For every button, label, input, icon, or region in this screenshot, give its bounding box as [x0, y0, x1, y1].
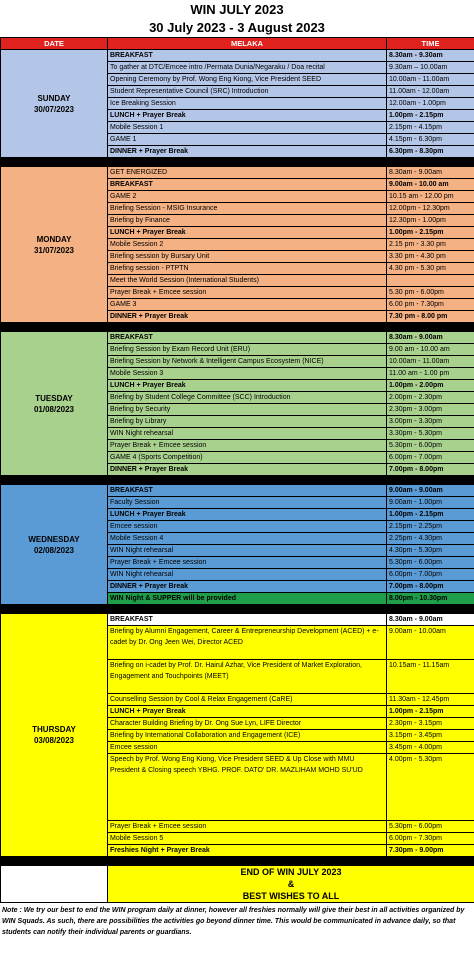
- event-cell: Emcee session: [108, 521, 387, 533]
- event-cell: GAME 3: [108, 299, 387, 311]
- time-cell: 9.30am – 10.00am: [387, 62, 474, 74]
- event-cell: BREAKFAST: [108, 332, 387, 344]
- event-cell: Ice Breaking Session: [108, 98, 387, 110]
- time-cell: 1.00pm - 2.00pm: [387, 380, 474, 392]
- time-cell: 1.00pm - 2.15pm: [387, 706, 474, 718]
- time-cell: 8.30am - 9.00am: [387, 614, 474, 626]
- event-cell: Emcee session: [108, 742, 387, 754]
- time-cell: 3.00pm - 3.30pm: [387, 416, 474, 428]
- event-cell: BREAKFAST: [108, 614, 387, 626]
- day-cell-sun: [1, 50, 108, 158]
- time-cell: 6.00pm - 7.00pm: [387, 452, 474, 464]
- schedule-row: [1, 167, 474, 179]
- time-cell: 5.30pm - 6.00pm: [387, 440, 474, 452]
- event-cell: Briefing by Security: [108, 404, 387, 416]
- event-cell: BREAKFAST: [108, 179, 387, 191]
- time-cell: 1.00pm - 2.15pm: [387, 110, 474, 122]
- time-cell: 2.25pm - 4.30pm: [387, 533, 474, 545]
- time-cell: 6.00 pm - 7.30pm: [387, 299, 474, 311]
- event-cell: GAME 2: [108, 191, 387, 203]
- event-cell: Briefing by Student College Committee (SCC) Introduction: [108, 392, 387, 404]
- time-cell: 12.00pm - 12.30pm: [387, 203, 474, 215]
- header-time: TIME: [387, 38, 474, 50]
- day-cell-tue: [1, 332, 108, 476]
- event-cell: Mobile Session 1: [108, 122, 387, 134]
- day-separator: [1, 476, 474, 485]
- event-cell: LUNCH + Prayer Break: [108, 227, 387, 239]
- day-name: MONDAY: [36, 234, 72, 244]
- event-cell: Opening Ceremony by Prof. Wong Eng Kiong, Vice President SEED: [108, 74, 387, 86]
- day-separator: [1, 158, 474, 167]
- day-separator: [1, 323, 474, 332]
- day-name: TUESDAY: [35, 393, 73, 403]
- time-cell: 8.30am - 9.00am: [387, 167, 474, 179]
- time-cell: 9.00am - 9.00am: [387, 485, 474, 497]
- end-row: [1, 866, 474, 903]
- event-cell: LUNCH + Prayer Break: [108, 706, 387, 718]
- time-cell: 10.15 am - 12.00 pm: [387, 191, 474, 203]
- time-cell: 6.00pm - 7.30pm: [387, 833, 474, 845]
- event-cell: GAME 1: [108, 134, 387, 146]
- time-cell: 6.30pm - 8.30pm: [387, 146, 474, 158]
- event-cell: LUNCH + Prayer Break: [108, 380, 387, 392]
- schedule-table: [0, 37, 474, 903]
- event-cell: BREAKFAST: [108, 485, 387, 497]
- time-cell: 11.30am - 12.45pm: [387, 694, 474, 706]
- time-cell: 2.30pm - 3.15pm: [387, 718, 474, 730]
- schedule-row: [1, 614, 474, 626]
- time-cell: 7.00pm - 8.00pm: [387, 464, 474, 476]
- time-cell: 11.00 am - 1.00 pm: [387, 368, 474, 380]
- time-cell: 8.00pm - 10.30pm: [387, 593, 474, 605]
- day-date: 30/07/2023: [33, 104, 75, 114]
- event-cell: WIN Night rehearsal: [108, 545, 387, 557]
- time-cell: 2.00pm - 2.30pm: [387, 392, 474, 404]
- time-cell: 2.15pm - 2.25pm: [387, 521, 474, 533]
- event-cell: To gather at DTC/Emcee intro /Permata Dunia/Negaraku / Doa recital: [108, 62, 387, 74]
- day-separator: [1, 605, 474, 614]
- time-cell: 7.00pm - 8.00pm: [387, 581, 474, 593]
- time-cell: 4.15pm - 6.30pm: [387, 134, 474, 146]
- event-cell: WIN Night & SUPPER will be provided: [108, 593, 387, 605]
- time-cell: 12.00am - 1.00pm: [387, 98, 474, 110]
- day-date: 03/08/2023: [33, 736, 75, 745]
- schedule-body: [1, 50, 474, 857]
- end-line-1: END OF WIN JULY 2023: [240, 867, 342, 877]
- event-cell: Briefing Session by Network & Intelligent Campus Ecosystem (NICE): [108, 356, 387, 368]
- header-venue: MELAKA: [108, 38, 387, 50]
- event-cell: Briefing session by Bursary Unit: [108, 251, 387, 263]
- time-cell: 3.30pm - 5.30pm: [387, 428, 474, 440]
- event-cell: Freshies Night + Prayer Break: [108, 845, 387, 857]
- time-cell: 9.00am - 1.00pm: [387, 497, 474, 509]
- end-message: [108, 866, 474, 903]
- time-cell: 1.00pm - 2.15pm: [387, 509, 474, 521]
- day-date: 31/07/2023: [33, 245, 75, 255]
- event-cell: Meet the World Session (International Students): [108, 275, 387, 287]
- event-cell: Briefing Session by Exam Record Unit (ERU): [108, 344, 387, 356]
- time-cell: 5.30pm - 6.00pm: [387, 821, 474, 833]
- event-cell: Briefing session - PTPTN: [108, 263, 387, 275]
- time-cell: [387, 275, 474, 287]
- table-header-row: [1, 38, 474, 50]
- page-title: WIN JULY 2023: [190, 2, 284, 17]
- event-cell: DINNER + Prayer Break: [108, 311, 387, 323]
- date-range: 30 July 2023 - 3 August 2023: [149, 20, 325, 35]
- time-cell: 10.15am - 11.15am: [387, 660, 474, 694]
- event-cell: LUNCH + Prayer Break: [108, 110, 387, 122]
- time-cell: 4.00pm - 5.30pm: [387, 754, 474, 821]
- day-name: WEDNESDAY: [28, 534, 80, 544]
- event-cell: Character Building Briefing by Dr. Ong Sue Lyn, LIFE Director: [108, 718, 387, 730]
- time-cell: 7.30pm - 9.00pm: [387, 845, 474, 857]
- event-cell: Briefing Session - MSIG Insurance: [108, 203, 387, 215]
- time-cell: 8.30am - 9.30am: [387, 50, 474, 62]
- time-cell: 8.30am - 9.00am: [387, 332, 474, 344]
- event-cell: Briefing by Finance: [108, 215, 387, 227]
- day-cell-mon: [1, 167, 108, 323]
- day-cell-wed: [1, 485, 108, 605]
- time-cell: 7.30 pm - 8.00 pm: [387, 311, 474, 323]
- event-cell: LUNCH + Prayer Break: [108, 509, 387, 521]
- event-cell: Mobile Session 5: [108, 833, 387, 845]
- event-cell: DINNER + Prayer Break: [108, 146, 387, 158]
- time-cell: 3.15pm - 3.45pm: [387, 730, 474, 742]
- end-line-3: BEST WISHES TO ALL: [242, 891, 340, 901]
- time-cell: 9.00 am - 10.00 am: [387, 344, 474, 356]
- event-cell: Prayer Break + Emcee session: [108, 821, 387, 833]
- event-cell: WIN Night rehearsal: [108, 569, 387, 581]
- event-cell: Mobile Session 2: [108, 239, 387, 251]
- event-cell: Briefing on i-cadet by Prof. Dr. Hairul Azhar, Vice President of Market Exploration, Engagement and Touchpoints (MEET): [108, 660, 387, 694]
- event-cell: Student Representative Council (SRC) Introduction: [108, 86, 387, 98]
- time-cell: 2.30pm - 3.00pm: [387, 404, 474, 416]
- event-cell: WIN Night rehearsal: [108, 428, 387, 440]
- time-cell: 3.30 pm - 4.30 pm: [387, 251, 474, 263]
- event-cell: Counselling Session by Cool & Relax Engagement (CaRE): [108, 694, 387, 706]
- time-cell: 10.00am - 11.00am: [387, 74, 474, 86]
- time-cell: 2.15pm - 4.15pm: [387, 122, 474, 134]
- event-cell: DINNER + Prayer Break: [108, 464, 387, 476]
- time-cell: 3.45pm - 4.00pm: [387, 742, 474, 754]
- time-cell: 1.00pm - 2.15pm: [387, 227, 474, 239]
- time-cell: 6.00pm - 7.00pm: [387, 569, 474, 581]
- day-cell-thu: [1, 614, 108, 857]
- day-separator: [1, 857, 474, 866]
- time-cell: 9.00am - 10.00 am: [387, 179, 474, 191]
- time-cell: 9.00am - 10.00am: [387, 626, 474, 660]
- event-cell: Mobile Session 3: [108, 368, 387, 380]
- footer-note: Note : We try our best to end the WIN program daily at dinner, however all freshies normally will give their best in all activities organized by WIN Squads. As such, there are possibilities the activities go beyond dinner time. This would be communicated in advance daily, so that students can notify their individual parents or guardians.: [2, 907, 465, 936]
- event-cell: Briefing by Alumni Engagement, Career & Entrepreneurship Development (ACED) + e-cadet by Dr. Ong Jeen Wei, Director ACED: [108, 626, 387, 660]
- event-cell: Prayer Break + Emcee session: [108, 557, 387, 569]
- time-cell: 5.30pm - 6.00pm: [387, 557, 474, 569]
- schedule-row: [1, 485, 474, 497]
- end-line-2: &: [287, 879, 295, 889]
- day-date: 01/08/2023: [33, 404, 75, 414]
- time-cell: 4.30 pm - 5.30 pm: [387, 263, 474, 275]
- event-cell: GET ENERGIZED: [108, 167, 387, 179]
- event-cell: Briefing by Library: [108, 416, 387, 428]
- time-cell: 4.30pm - 5.30pm: [387, 545, 474, 557]
- event-cell: GAME 4 (Sports Competition): [108, 452, 387, 464]
- time-cell: 12.30pm - 1.00pm: [387, 215, 474, 227]
- event-cell: Mobile Session 4: [108, 533, 387, 545]
- event-cell: Prayer Break + Emcee session: [108, 440, 387, 452]
- schedule-row: [1, 332, 474, 344]
- event-cell: Briefing by International Collaboration and Engagement (ICE): [108, 730, 387, 742]
- time-cell: 11.00am - 12.00am: [387, 86, 474, 98]
- schedule-row: [1, 50, 474, 62]
- event-cell: Speech by Prof. Wong Eng Kiong, Vice President SEED & Up Close with MMU President & Closing speech YBHG. PROF. DATO' DR. MAZLIHAM MOHD SU'UD: [108, 754, 387, 821]
- day-name: SUNDAY: [37, 93, 71, 103]
- time-cell: 10.00am - 11.00am: [387, 356, 474, 368]
- time-cell: 2.15 pm - 3.30 pm: [387, 239, 474, 251]
- day-name: THURSDAY: [32, 725, 76, 734]
- header-date: DATE: [1, 38, 108, 50]
- event-cell: DINNER + Prayer Break: [108, 581, 387, 593]
- event-cell: Faculty Session: [108, 497, 387, 509]
- event-cell: BREAKFAST: [108, 50, 387, 62]
- time-cell: 5.30 pm - 6.00pm: [387, 287, 474, 299]
- day-date: 02/08/2023: [33, 545, 75, 555]
- event-cell: Prayer Break + Emcee session: [108, 287, 387, 299]
